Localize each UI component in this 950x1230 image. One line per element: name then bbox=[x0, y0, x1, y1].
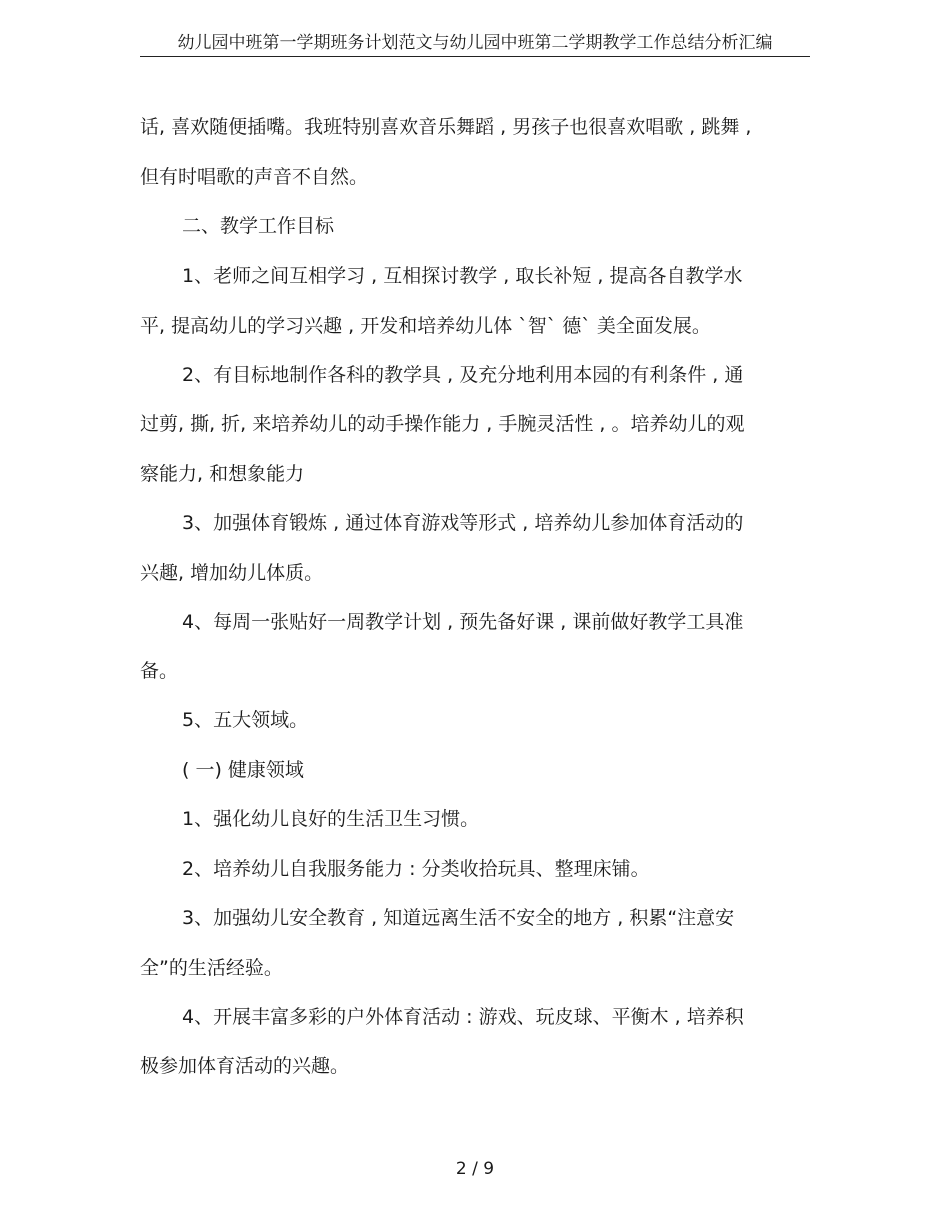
text-line: 全”的生活经验。 bbox=[140, 957, 283, 979]
text-line: 平, 提高幼儿的学习兴趣 , 开发和培养幼儿体 `智` 德` 美全面发展。 bbox=[140, 315, 711, 337]
text-line: 兴趣, 增加幼儿体质。 bbox=[140, 562, 324, 584]
text-line: 极参加体育活动的兴趣。 bbox=[140, 1055, 350, 1077]
page-number: 2 / 9 bbox=[455, 1159, 495, 1179]
text-line: 1、强化幼儿良好的生活卫生习惯。 bbox=[182, 808, 480, 830]
text-line: 4、开展丰富多彩的户外体育活动 : 游戏、玩皮球、平衡木 , 培养积 bbox=[182, 1006, 744, 1028]
text-line: 察能力, 和想象能力 bbox=[140, 463, 305, 485]
text-line: 1、老师之间互相学习 , 互相探讨教学 , 取长补短 , 提高各自教学水 bbox=[182, 265, 743, 287]
text-line: 4、每周一张贴好一周教学计划 , 预先备好课 , 课前做好教学工具准 bbox=[182, 611, 744, 633]
text-line: 2、有目标地制作各科的教学具 , 及充分地利用本园的有利条件 , 通 bbox=[182, 364, 744, 386]
text-line: 3、加强幼儿安全教育 , 知道远离生活不安全的地方 , 积累“注意安 bbox=[182, 907, 735, 929]
text-line: 话, 喜欢随便插嘴。我班特别喜欢音乐舞蹈 , 男孩子也很喜欢唱歌 , 跳舞 , bbox=[140, 116, 752, 138]
section-heading: 二、教学工作目标 bbox=[182, 215, 335, 237]
text-line: 过剪, 撕, 折, 来培养幼儿的动手操作能力 , 手腕灵活性 , 。培养幼儿的观 bbox=[140, 413, 745, 435]
text-line: 但有时唱歌的声音不自然。 bbox=[140, 166, 369, 188]
page-header-title: 幼儿园中班第一学期班务计划范文与幼儿园中班第二学期教学工作总结分析汇编 bbox=[177, 33, 773, 53]
text-line: 3、加强体育锻炼 , 通过体育游戏等形式 , 培养幼儿参加体育活动的 bbox=[182, 512, 744, 534]
text-line: 备。 bbox=[140, 660, 179, 682]
subsection-heading: ( 一) 健康领域 bbox=[182, 759, 304, 781]
text-line: 5、五大领域。 bbox=[182, 709, 309, 731]
header-divider bbox=[140, 56, 810, 57]
text-line: 2、培养幼儿自我服务能力 : 分类收拾玩具、整理床铺。 bbox=[182, 858, 650, 880]
